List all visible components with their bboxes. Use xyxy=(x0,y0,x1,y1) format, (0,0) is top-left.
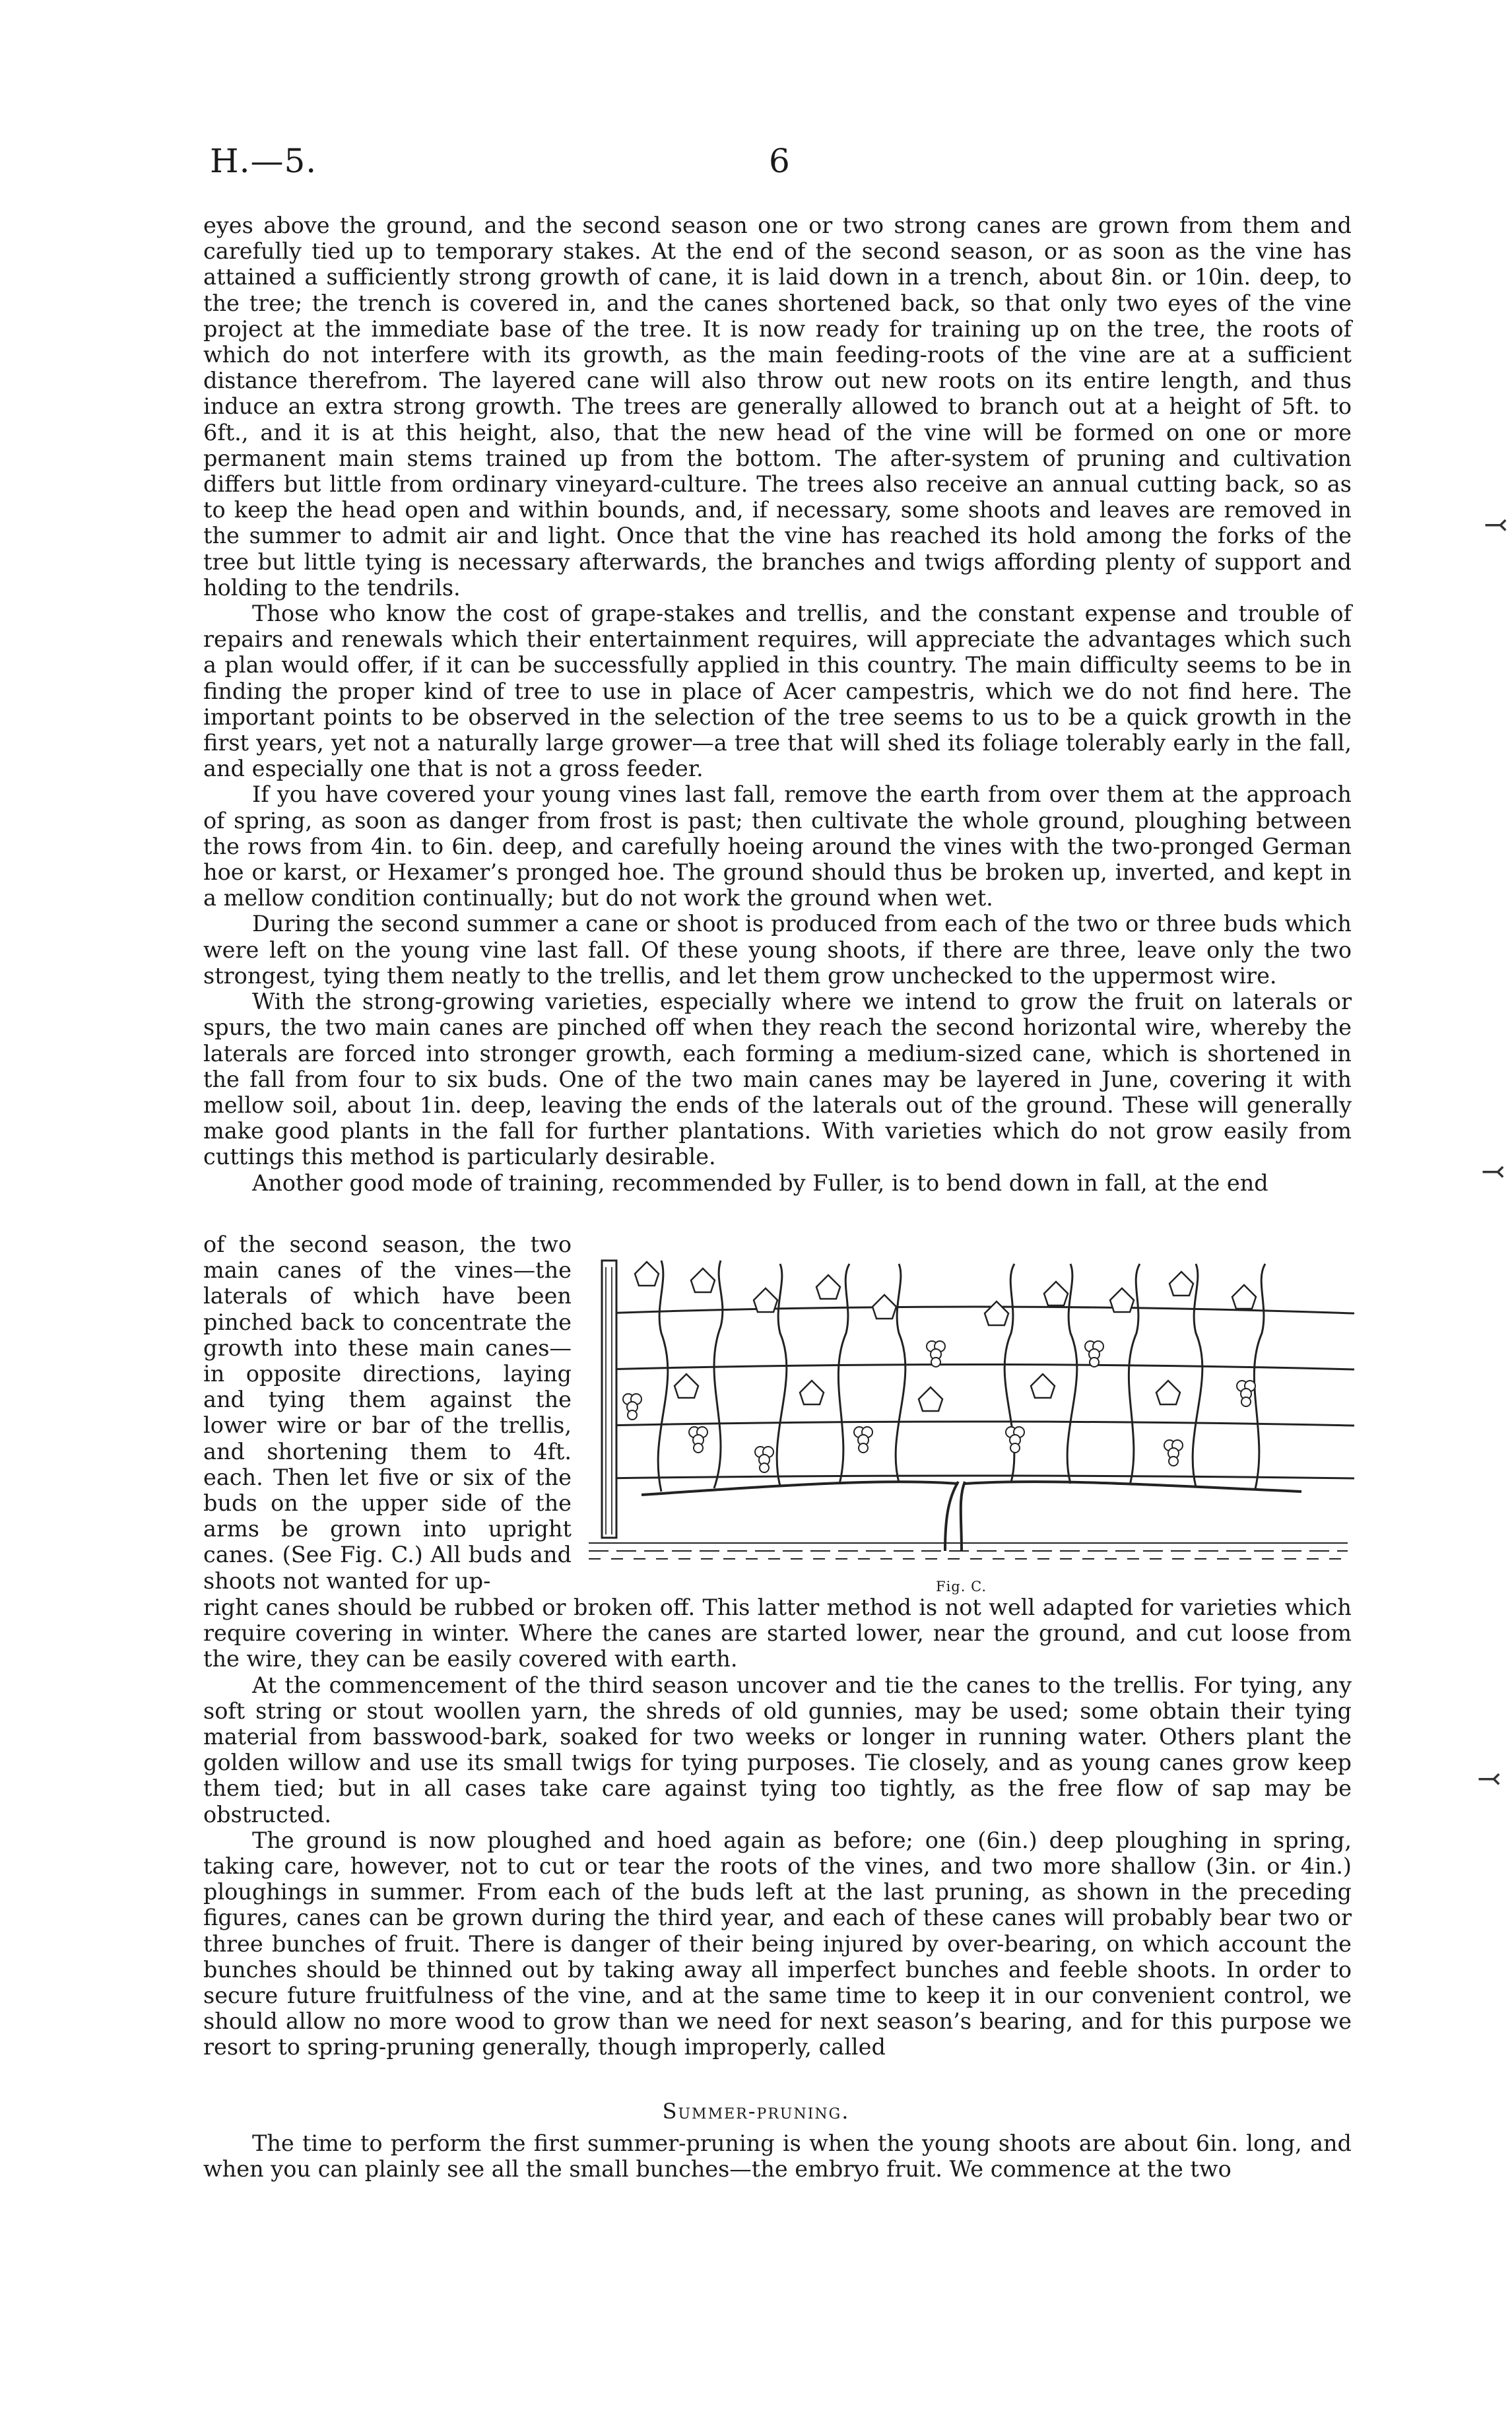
paragraph: right canes should be rubbed or broken off. This latter method is not well adapted for varieties which require covering in winter. Where the canes are started lower, near the ground, and cut loose from the wire, they can be easily covered with earth. xyxy=(203,1594,1352,1672)
vine-trunk-and-arms xyxy=(641,1482,1301,1551)
paragraph: With the strong-growing varieties, especially where we intend to grow the fruit on laterals or spurs, the two main canes are pinched off when they reach the second horizontal wire, whereby the laterals are forced into stronger growth, each forming a medium-sized cane, which is shortened in the fall from four to six buds. One of the two main canes may be layered in June, covering it with mellow soil, about 1in. deep, leaving the ends of the laterals out of the ground. These will generally make good plants in the fall for further plantations. With varieties which do not grow easily from cuttings this method is particularly desirable. xyxy=(203,989,1352,1170)
document-code: H.—5. xyxy=(210,142,317,180)
margin-mark: ⤙ xyxy=(1477,1762,1501,1796)
vine-trellis-illustration xyxy=(589,1234,1354,1600)
paragraph: Another good mode of training, recommended by Fuller, is to bend down in fall, at the end xyxy=(252,1169,1268,1196)
paragraph: The ground is now ploughed and hoed again as before; one (6in.) deep ploughing in spring, taking care, however, not to cut or tear the roots of the vines, and two more shallow (3in. or 4in.) ploughings in summer. From each of the buds left at the last pruning, as shown in the preceding figures, canes can be grown during the third year, and each of these canes will probably bear two or three bunches of fruit. There is danger of their being injured by over-bearing, on which account the bunches should be thinned out by taking away all imperfect bunches and feeble shoots. In order to secure future fruitfulness of the vine, and at the same time to keep it in our convenient control, we should allow no more wood to grow than we need for next season’s bearing, and for this purpose we resort to spring-pruning generally, though improperly, called xyxy=(203,1827,1352,2060)
paragraph: If you have covered your young vines last fall, remove the earth from over them at the approach of spring, as soon as danger from frost is past; then cultivate the whole ground, ploughing between the rows from 4in. to 6in. deep, and carefully hoeing around the vines with the two-pronged German hoe or karst, or Hexamer’s pronged hoe. The ground should thus be broken up, inverted, and kept in a mellow condition continually; but do not work the ground when wet. xyxy=(203,781,1352,911)
vine-leaves xyxy=(635,1262,1256,1411)
paragraph: At the commencement of the third season uncover and tie the canes to the trellis. For tying, any soft string or stout woollen yarn, the shreds of old gunnies, may be used; some obtain their tying material from basswood-bark, soaked for two weeks or longer in running water. Others plant the golden willow and use its small twigs for tying purposes. Tie closely, and as young canes grow keep them tied; but in all cases take care against tying too tightly, as the free flow of sap may be obstructed. xyxy=(203,1672,1352,1827)
section-heading: Summer-pruning. xyxy=(662,2099,850,2124)
body-text-top xyxy=(203,213,1352,1196)
paragraph: eyes above the ground, and the second season one or two strong canes are grown from them and carefully tied up to temporary stakes. At the end of the second season, or as soon as the vine has attained a sufficiently strong growth of cane, it is laid down in a trench, about 8in. or 10in. deep, to the tree; the trench is covered in, and the canes shortened back, so that only two eyes of the vine project at the immediate base of the tree. It is now ready for training up on the tree, the roots of which do not interfere with its growth, as the main feeding-roots of the vine are at a sufficient distance therefrom. The layered cane will also throw out new roots on its entire length, and thus induce an extra strong growth. The trees are generally allowed to branch out at a height of 5ft. to 6ft., and it is at this height, also, that the new head of the vine will be formed on one or more permanent main stems trained up from the bottom. The after-system of pruning and cultivation differs but little from ordinary vineyard-culture. The trees also receive an annual cutting back, so as to keep the head open and within bounds, and, if necessary, some shoots and leaves are removed in the summer to admit air and light. Once that the vine has reached its hold among the forks of the tree but little tying is necessary afterwards, the branches and twigs affording plenty of support and holding to the tendrils. xyxy=(203,213,1352,601)
margin-mark: ⤙ xyxy=(1484,508,1508,542)
trellis-post xyxy=(602,1261,616,1538)
paragraph: The time to perform the first summer-pruning is when the young shoots are about 6in. long, and when you can plainly see all the small bunches—the embryo fruit. We commence at the two xyxy=(203,2130,1352,2183)
figure-caption: Fig. C. xyxy=(936,1579,987,1594)
body-text-end xyxy=(203,2130,1352,2182)
page-number: 6 xyxy=(769,142,791,180)
figure-side-text xyxy=(203,1232,572,1594)
paragraph: of the second season, the two main canes of the vines—the laterals of which have been pinched back to concentrate the growth into these main canes—in opposite directions, laying and tying them against the lower wire or bar of the trellis, and shortening them to 4ft. each. Then let five or six of the buds on the upper side of the arms be grown into upright canes. (See Fig. C.) All buds and shoots not wanted for up- xyxy=(203,1232,572,1594)
paragraph: During the second summer a cane or shoot is produced from each of the two or three buds which were left on the young vine last fall. Of these young shoots, if there are three, leave only the two strongest, tying them neatly to the trellis, and let them grow unchecked to the uppermost wire. xyxy=(203,911,1352,989)
margin-mark: ⤙ xyxy=(1481,1155,1505,1189)
body-text-bottom xyxy=(203,1594,1352,2060)
ground-lines xyxy=(589,1543,1348,1559)
paragraph: Those who know the cost of grape-stakes and trellis, and the constant expense and trouble of repairs and renewals which their entertainment requires, will appreciate the advantages which such a plan would offer, if it can be successfully applied in this country. The main difficulty seems to be in finding the proper kind of tree to use in place of Acer campestris, which we do not find here. The important points to be observed in the selection of the tree seems to us to be a quick growth in the first years, yet not a naturally large grower—a tree that will shed its foliage tolerably early in the fall, and especially one that is not a gross feeder. xyxy=(203,601,1352,782)
